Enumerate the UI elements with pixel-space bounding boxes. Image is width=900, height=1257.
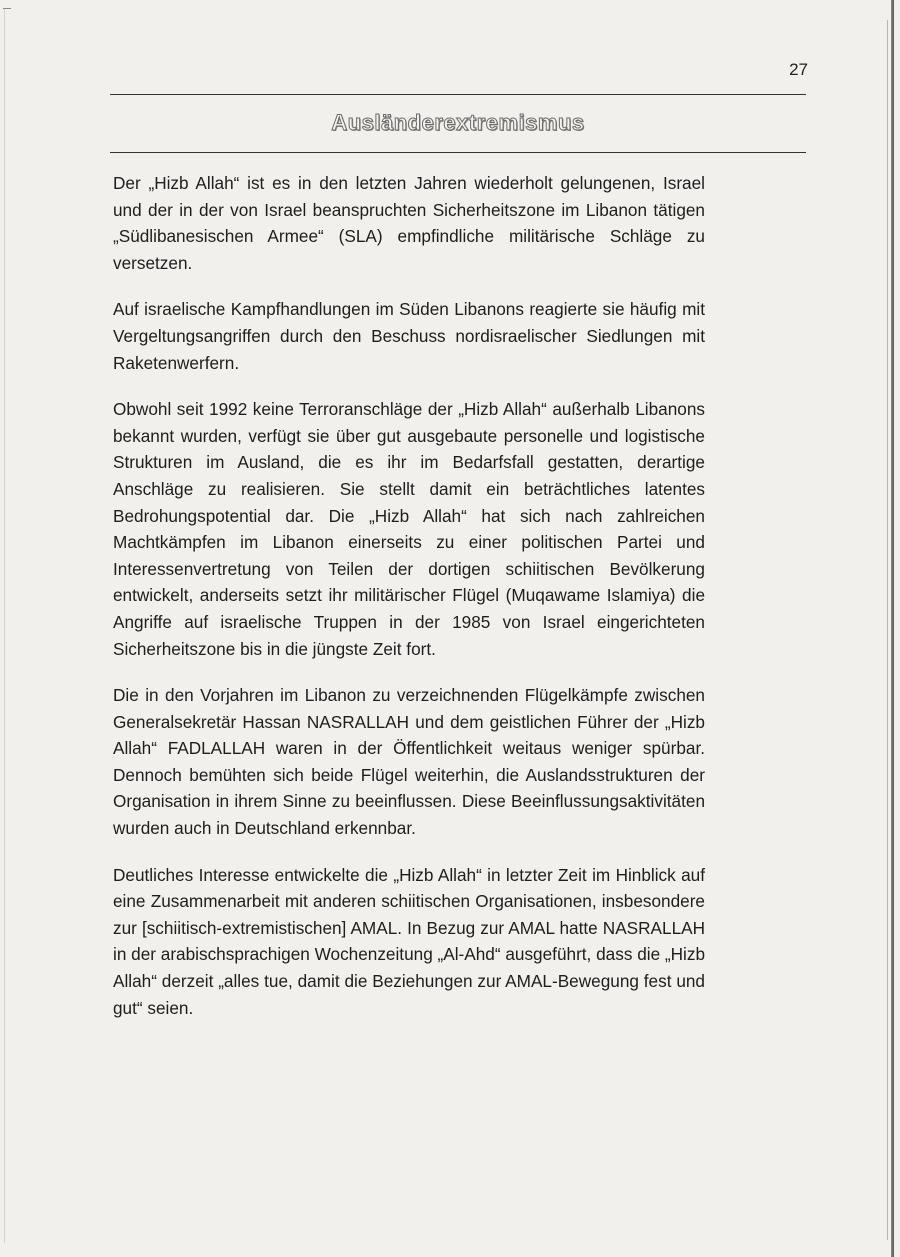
paragraph-5: Deutliches Interesse entwickelte die „Hizb Allah“ in letzter Zeit im Hinblick auf eine Zusammenarbeit mit anderen schiitischen Organisationen, insbesondere zur [schiitisch-extremistischen] AMAL. In Bezug zur AMAL hatte NASRALLAH in der arabischsprachigen Wochenzeitung „Al-Ahd“ ausgeführt, dass die „Hizb Allah“ derzeit „alles tue, damit die Beziehungen zur AMAL-Bewegung fest und gut“ seien.: [113, 864, 706, 1018]
paragraph-1: Der „Hizb Allah“ ist es in den letzten Jahren wiederholt gelungenen, Israel und der in der von Israel beanspruchten Sicherheitszone im Libanon tätigen „Südlibanesischen Armee“ (SLA) empfindliche militärische Schläge zu versetzen.: [113, 173, 705, 273]
page-number: 27: [789, 60, 808, 79]
paragraph-3: Obwohl seit 1992 keine Terroranschläge der „Hizb Allah“ außerhalb Libanons bekannt wurden, verfügt sie über gut ausgebaute personelle und logistische Strukturen im Ausland, die es ihr im Bedarfsfall gestatten, derartige Anschläge zu realisieren. Sie stellt damit ein beträchtliches latentes Bedrohungspotential dar. Die „Hizb Allah“ hat sich nach zahlreichen Machtkämpfen im Libanon einerseits zu einer politischen Partei und Interessenvertretung von Teilen der dortigen schiitischen Bevölkerung entwickelt, anderseits setzt ihr militärischer Flügel (Muqawame Islamiya) die Angriffe auf israelische Truppen in der 1985 von Israel eingerichteten Sicherheitszone bis in die jüngste Zeit fort.: [113, 399, 705, 659]
body-text: [113, 170, 705, 1041]
header-rule-top: [110, 94, 806, 95]
scan-edge-right-shadow: [887, 20, 888, 1240]
scan-edge-left: [4, 8, 5, 1243]
scan-edge-right: [891, 0, 894, 1257]
header-rule-bottom: [110, 152, 806, 153]
scan-corner-mark: [3, 8, 11, 9]
section-title: Ausländerextremismus: [331, 110, 585, 135]
paragraph-4: Die in den Vorjahren im Libanon zu verzeichnenden Flügelkämpfe zwischen Generalsekretär Hassan NASRALLAH und dem geistlichen Führer der „Hizb Allah“ FADLALLAH waren in der Öffentlichkeit weitaus weniger spürbar. Dennoch bemühten sich beide Flügel weiterhin, die Auslandsstrukturen der Organisation in ihrem Sinne zu beeinflussen. Diese Beeinflussungsaktivitäten wurden auch in Deutschland erkennbar.: [113, 685, 705, 839]
paragraph-2: Auf israelische Kampfhandlungen im Süden Libanons reagierte sie häufig mit Vergeltungsangriffen durch den Beschuss nordisraelischer Siedlungen mit Raketenwerfern.: [113, 299, 705, 373]
